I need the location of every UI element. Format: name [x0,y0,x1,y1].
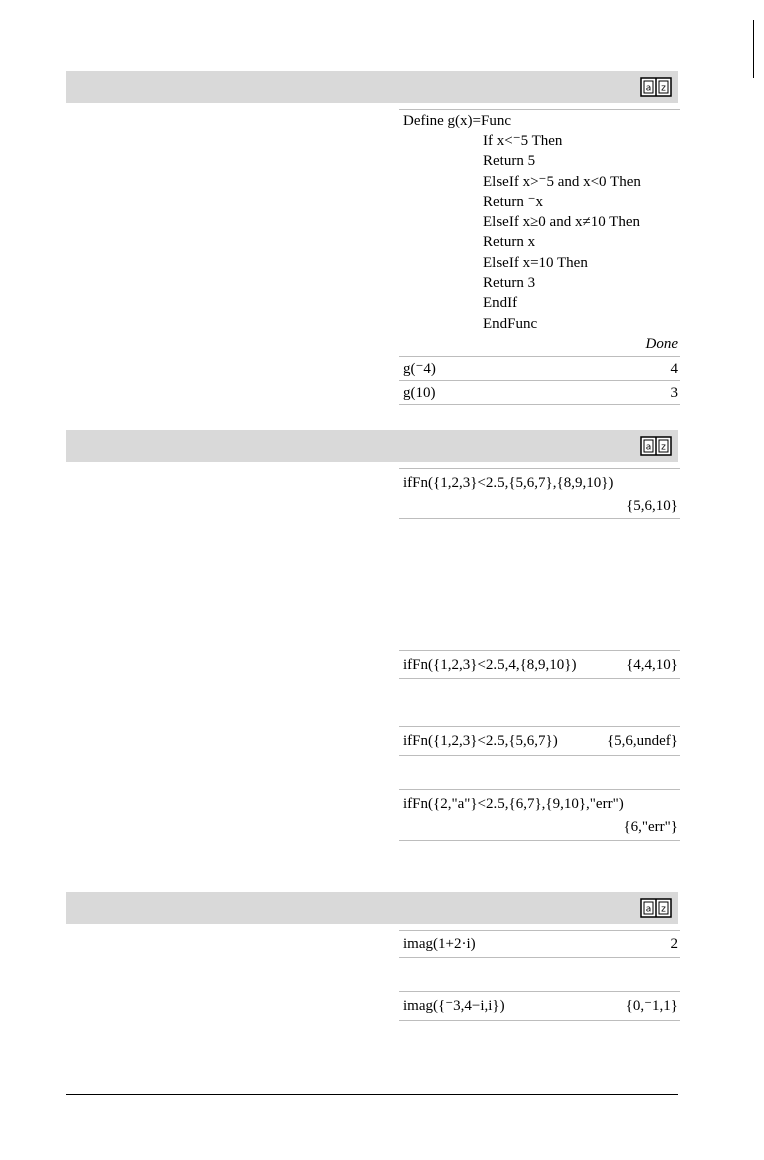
entry-separator [399,991,680,992]
func-line: ElseIf x=10 Then [483,255,588,271]
catalog-book-icon [640,898,672,918]
entry-separator [399,840,680,841]
entry-input: imag(1+2·i) [403,936,476,952]
page-footer-rule [66,1094,678,1095]
entry-separator [399,109,680,110]
result-value: {6,"err"} [623,819,678,835]
entry-input: ifFn({1,2,3}<2.5,4,{8,9,10}) [403,657,577,673]
entry-separator [399,1020,680,1021]
entry-input: imag({⁻3,4−i,i}) [403,998,505,1014]
result-value: {5,6,undef} [606,733,678,749]
svg-text:z: z [661,904,666,915]
result-value: 4 [670,361,678,377]
entry-separator [399,726,680,727]
entry-separator [399,356,680,357]
func-line: ElseIf x≥0 and x≠10 Then [483,214,640,230]
entry-separator [399,650,680,651]
entry-separator [399,957,680,958]
entry-input: ifFn({2,"a"}<2.5,{6,7},{9,10},"err") [403,796,624,812]
func-line: Return 5 [483,153,536,169]
entry-separator [399,518,680,519]
func-line: Return ⁻x [483,194,543,210]
svg-text:a: a [645,83,652,94]
catalog-book-icon [640,436,672,456]
entry-separator [399,380,680,381]
func-line: ElseIf x>⁻5 and x<0 Then [483,174,641,190]
section-header-bar [66,71,678,103]
entry-separator [399,678,680,679]
result-value: 2 [670,936,678,952]
result-value: {0,⁻1,1} [625,998,678,1014]
page-corner-mark [753,20,754,78]
entry-input: ifFn({1,2,3}<2.5,{5,6,7}) [403,733,558,749]
entry-separator [399,404,680,405]
result-value: Done [645,336,678,352]
section-header-bar [66,430,678,462]
define-line: Define g(x)=Func [403,113,512,129]
svg-text:a: a [645,442,652,453]
entry-input: ifFn({1,2,3}<2.5,{5,6,7},{8,9,10}) [403,475,614,491]
entry-separator [399,468,680,469]
func-line: EndFunc [483,316,538,332]
result-value: {5,6,10} [626,498,678,514]
svg-text:z: z [661,83,666,94]
result-value: {4,4,10} [626,657,678,673]
result-value: 3 [670,385,678,401]
svg-text:a: a [645,904,652,915]
entry-separator [399,930,680,931]
func-line: If x<⁻5 Then [483,133,563,149]
svg-text:z: z [661,442,666,453]
section-header-bar [66,892,678,924]
catalog-book-icon [640,77,672,97]
func-line: Return x [483,234,536,250]
entry-separator [399,789,680,790]
func-line: EndIf [483,295,518,311]
entry-separator [399,755,680,756]
entry-input: g(10) [403,385,436,401]
entry-input: g(⁻4) [403,361,436,377]
func-line: Return 3 [483,275,536,291]
